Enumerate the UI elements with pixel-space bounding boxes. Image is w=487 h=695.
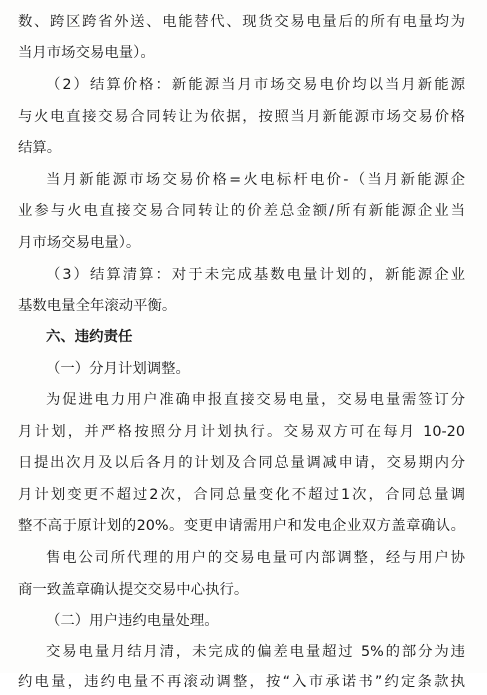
text-line: 月计划变更不超过2次，合同总量变化不超过1次，合同总量调: [18, 487, 465, 503]
text-line: 当月市场交易电量）。: [18, 45, 155, 61]
text-line: （2）结算价格：新能源当月市场交易电价均以当月新能源: [46, 77, 465, 93]
text-line: 整不高于原计划的20%。变更申请需用户和发电企业双方盖章确认。: [18, 518, 465, 534]
text-line: 日提出次月及以后各月的计划及合同总量调减申请，交易期内分: [18, 455, 465, 471]
subsection-heading: （二）用户违约电量处理。: [46, 613, 219, 629]
text-line: 业参与火电直接交易合同转让的价差总金额/所有新能源企业当: [18, 203, 465, 219]
text-line: （3）结算清算：对于未完成基数电量计划的，新能源企业: [46, 267, 465, 283]
text-line: 交易电量月结月清，未完成的偏差电量超过 5%的部分为违: [46, 644, 465, 660]
text-line: 商一致盖章确认提交交易中心执行。: [18, 582, 249, 598]
text-line: 月市场交易电量）。: [18, 235, 141, 251]
text-line: 为促进电力用户准确申报直接交易电量，交易电量需签订分: [46, 392, 465, 408]
text-line: 售电公司所代理的用户的交易电量可内部调整，经与用户协: [46, 550, 465, 566]
text-line: 当月新能源市场交易价格=火电标杆电价-（当月新能源企: [46, 172, 465, 188]
text-line: 与火电直接交易合同转让为依据，按照当月新能源市场交易价格: [18, 109, 465, 125]
section-heading: 六、违约责任: [46, 329, 133, 345]
subsection-heading: （一）分月计划调整。: [46, 361, 190, 377]
text-line: 基数电量全年滚动平衡。: [18, 298, 177, 314]
text-line: 结算。: [18, 140, 62, 156]
text-line: 数、跨区跨省外送、电能替代、现货交易电量后的所有电量均为: [18, 14, 465, 30]
text-line: 约电量，违约电量不再滚动调整，按“入市承诺书”约定条款执: [18, 674, 465, 690]
text-line: 月计划，并严格按照分月计划执行。交易双方可在每月 10-20: [18, 424, 465, 440]
